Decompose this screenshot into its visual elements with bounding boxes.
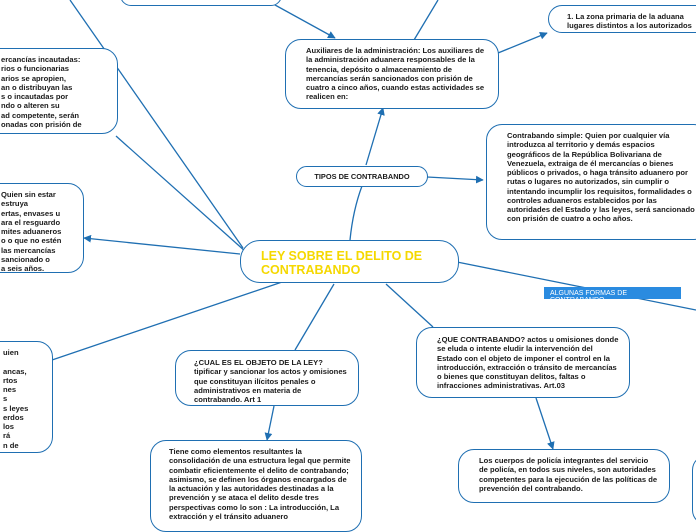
link-central-quien bbox=[52, 281, 285, 360]
top-partial-node bbox=[120, 0, 282, 6]
node-contrabando-simple: Contrabando simple: Quien por cualquier vía introduzca al territorio y demás espacios geográficos de la República Bolivariana de Venezuela, extraiga de él mercancías o bienes públicos o privados, o haga tránsito aduanero por rutas o lugares no autorizados, sin cumplir o intentando incumplir los requisitos, formalidades o controles aduaneros establecidos por las autoridades del Estado y las leyes, será sancionado con prisión de cuatro a ocho años. bbox=[486, 124, 696, 240]
node-que-contrabando: ¿QUE CONTRABANDO? actos u omisiones donde se eluda o intente eludir la intervención del Estado con el objeto de imponer el control en la introducción, extracción o tránsito de mercancías o bienes que constituyan delitos, faltas o infracciones administrativas. Art.03 bbox=[416, 327, 630, 398]
tipos-de-contrabando-label: TIPOS DE CONTRABANDO bbox=[296, 166, 428, 187]
link-central-que bbox=[386, 284, 433, 327]
node-cuerpos-policia: Los cuerpos de policía integrantes del servicio de policía, en todos sus niveles, son autoridades competentes para la ejecución de las políticas de prevención del contrabando. bbox=[458, 449, 670, 503]
node-elementos: Tiene como elementos resultantes la consolidación de una estructura legal que permite combatir eficientemente el delito de contrabando; asimismo, se definen los órganos encargados de la actuación y las autoridades destinadas a la prevención y se ataca el delito desde tres perspectivas como lo son : La introducción, La extracción y el tránsito aduanero bbox=[150, 440, 362, 532]
link-tipos-simple bbox=[427, 177, 483, 180]
link-objeto-elementos bbox=[267, 406, 274, 440]
link-central-incautadas bbox=[116, 136, 246, 252]
link-central-destruya bbox=[84, 238, 240, 254]
link-central-objeto bbox=[295, 284, 334, 350]
link-auxiliares-zona bbox=[498, 33, 547, 53]
node-zona-primaria: 1. La zona primaria de la aduana lugares distintos a los autorizados bbox=[548, 5, 696, 33]
right-partial-node bbox=[692, 455, 696, 525]
link-auxiliares-top bbox=[414, 0, 438, 40]
link-tipos-auxiliares bbox=[366, 108, 383, 165]
node-incautadas: ercancías incautadas: rios o funcionarias arios se apropien, an o distribuyan las s o incautadas por ndo o alteren su ad competente, serán onadas con prisión de bbox=[0, 48, 118, 134]
node-auxiliares: Auxiliares de la administración: Los auxiliares de la administración aduanera responsables de la tenencia, depósito o almacenamiento de mercancías serán sancionados con prisión de cuatro a cinco años, cuando estas actividades se realicen en: bbox=[285, 39, 499, 109]
node-quien-left: uien ancas, rtos nes s s leyes erdos los rá n de bbox=[0, 341, 53, 453]
central-title: LEY SOBRE EL DELITO DE CONTRABANDO bbox=[261, 249, 423, 278]
link-top-box-auxiliares bbox=[266, 0, 335, 38]
node-destruya: Quien sin estar estruya ertas, envases u ara el resguardo mites aduaneros o o que no estén las mercancías sancionado o a seis años. bbox=[0, 183, 84, 273]
node-objeto-ley: ¿CUAL ES EL OBJETO DE LA LEY?tipificar y sancionar los actos y omisiones que constituyan ilícitos penales o administrativos en materia de contrabando. Art 1 bbox=[175, 350, 359, 406]
link-que-cuerpos bbox=[536, 398, 553, 449]
link-central-tipos bbox=[350, 186, 362, 240]
central-topic bbox=[240, 240, 459, 283]
algunas-formas-label: ALGUNAS FORMAS DE CONTRABANDO bbox=[544, 287, 681, 299]
